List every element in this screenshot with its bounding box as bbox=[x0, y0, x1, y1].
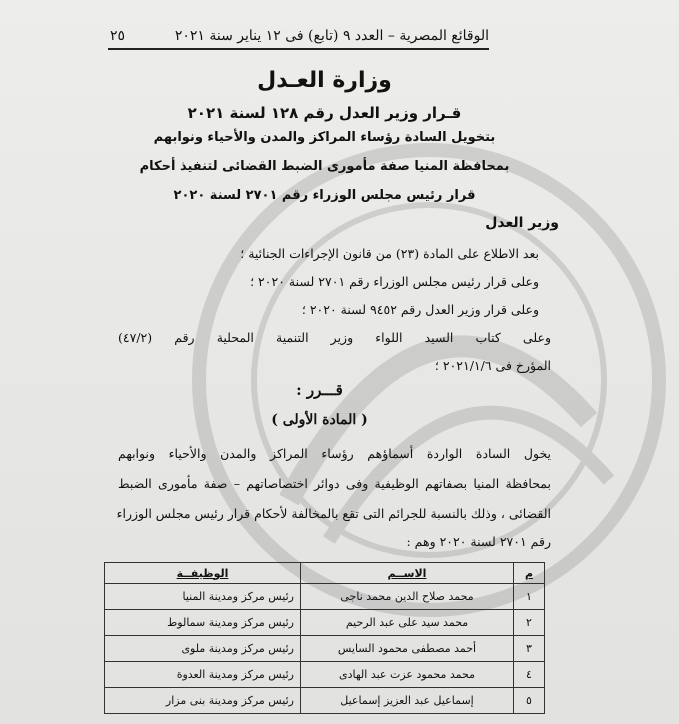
official-position: رئيس مركز ومدينة المنيا bbox=[105, 584, 301, 610]
preamble-line: وعلى كتاب السيد اللواء وزير التنمية المحلية رقم (٤٧/٢) bbox=[118, 330, 551, 345]
page-number: ٢٥ bbox=[110, 28, 126, 44]
table-row bbox=[105, 688, 545, 714]
decree-title: قـرار وزير العدل رقم ١٢٨ لسنة ٢٠٢١ bbox=[187, 104, 462, 122]
column-header-num: م bbox=[514, 563, 545, 584]
official-name: محمد محمود عزت عبد الهادى bbox=[301, 662, 514, 688]
official-name: محمد صلاح الدين محمد ناجى bbox=[301, 584, 514, 610]
decree-subtitle-3: قرار رئيس مجلس الوزراء رقم ٢٧٠١ لسنة ٢٠٢٠ bbox=[173, 188, 476, 203]
preamble-line: بعد الاطلاع على المادة (٢٣) من قانون الإجراءات الجنائية ؛ bbox=[240, 246, 539, 261]
decided-heading: قـــرر : bbox=[296, 381, 343, 399]
official-position: رئيس مركز ومدينة العدوة bbox=[105, 662, 301, 688]
article-paragraph-line: القضائى ، وذلك بالنسبة للجرائم التى تقع بالمخالفة لأحكام قرار رئيس مجلس الوزراء bbox=[116, 506, 551, 521]
decree-subtitle-2: بمحافظة المنيا صفة مأمورى الضبط القضائى لتنفيذ أحكام bbox=[139, 159, 510, 174]
table-row bbox=[105, 662, 545, 688]
running-header bbox=[110, 26, 489, 46]
minister-heading: وزير العدل bbox=[485, 215, 559, 231]
table-row bbox=[105, 610, 545, 636]
column-header-name: الاســم bbox=[301, 563, 514, 584]
row-number: ٢ bbox=[514, 610, 545, 636]
preamble-line: وعلى قرار وزير العدل رقم ٩٤٥٢ لسنة ٢٠٢٠ ؛ bbox=[301, 302, 539, 317]
preamble-line: المؤرخ فى ٢٠٢١/١/٦ ؛ bbox=[434, 358, 551, 373]
header-divider bbox=[108, 48, 489, 50]
official-name: محمد سيد على عبد الرحيم bbox=[301, 610, 514, 636]
row-number: ٥ bbox=[514, 688, 545, 714]
table-row bbox=[105, 584, 545, 610]
row-number: ٣ bbox=[514, 636, 545, 662]
official-name: أحمد مصطفى محمود السايس bbox=[301, 636, 514, 662]
row-number: ٤ bbox=[514, 662, 545, 688]
officials-table bbox=[104, 562, 545, 714]
article-paragraph-line: بمحافظة المنيا بصفاتهم الوظيفية وفى دوائر اختصاصاتهم – صفة مأمورى الضبط bbox=[118, 476, 551, 491]
article-paragraph-line: رقم ٢٧٠١ لسنة ٢٠٢٠ وهم : bbox=[406, 534, 551, 549]
decree-subtitle-1: بتخويل السادة رؤساء المراكز والمدن والأحياء ونوابهم bbox=[153, 130, 496, 145]
official-name: إسماعيل عبد العزيز إسماعيل bbox=[301, 688, 514, 714]
official-position: رئيس مركز ومدينة بنى مزار bbox=[105, 688, 301, 714]
publication-info: الوقائع المصرية – العدد ٩ (تابع) فى ١٢ يناير سنة ٢٠٢١ bbox=[174, 28, 489, 44]
table-header-row bbox=[105, 563, 545, 584]
preamble-line: وعلى قرار رئيس مجلس الوزراء رقم ٢٧٠١ لسنة ٢٠٢٠ ؛ bbox=[250, 274, 539, 289]
table-row bbox=[105, 636, 545, 662]
row-number: ١ bbox=[514, 584, 545, 610]
official-position: رئيس مركز ومدينة ملوى bbox=[105, 636, 301, 662]
ministry-title: وزارة العـدل bbox=[257, 68, 392, 93]
article-heading: ( المادة الأولى ) bbox=[271, 412, 368, 428]
official-position: رئيس مركز ومدينة سمالوط bbox=[105, 610, 301, 636]
column-header-job: الوظيفــة bbox=[105, 563, 301, 584]
article-paragraph-line: يخول السادة الواردة أسماؤهم رؤساء المراكز والمدن والأحياء ونوابهم bbox=[118, 446, 551, 461]
